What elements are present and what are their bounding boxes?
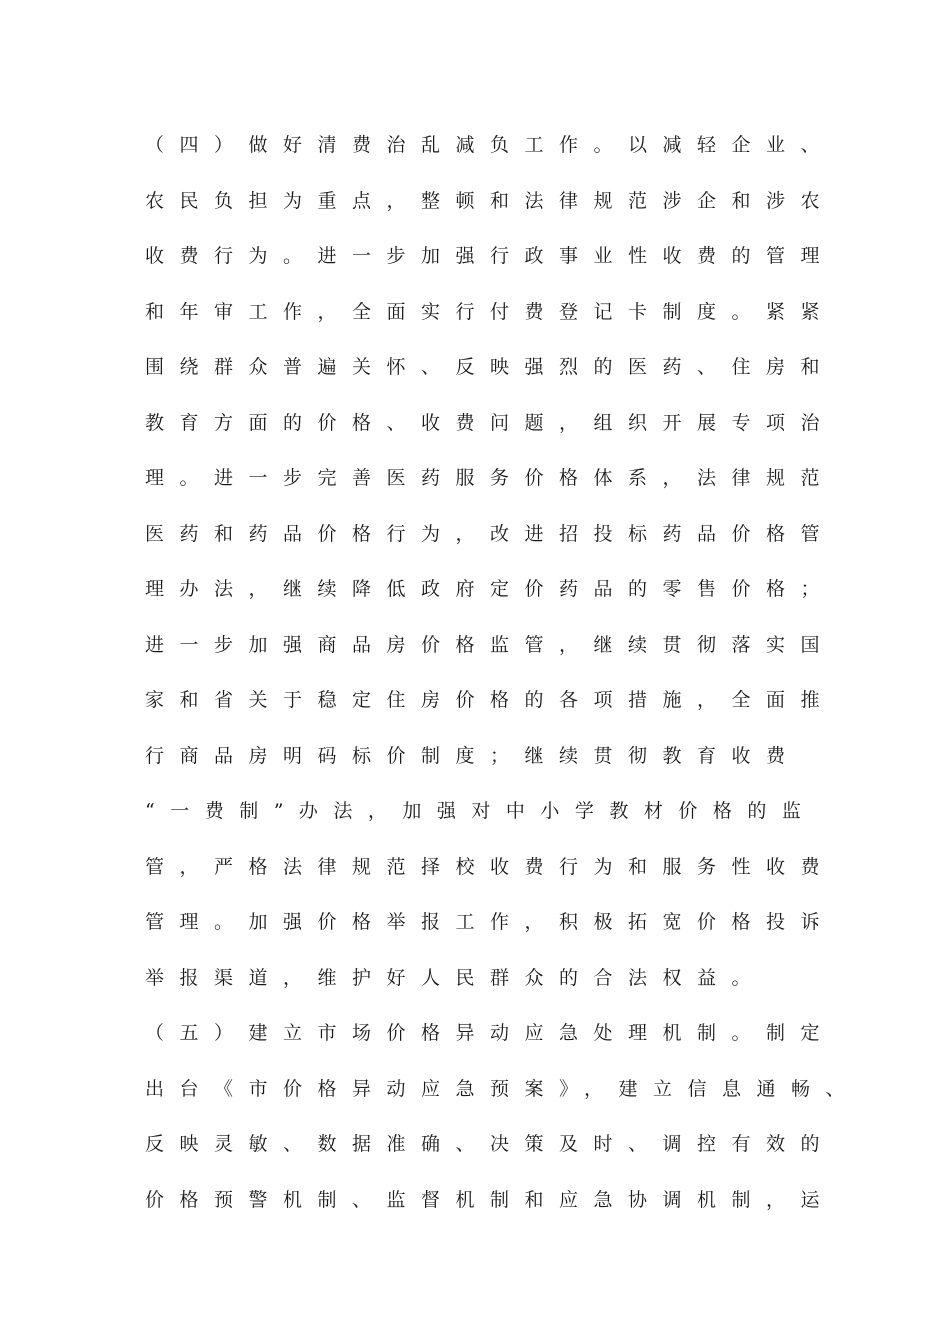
text-line: （五）建立市场价格异动应急处理机制。制定 <box>145 1022 836 1044</box>
text-line: 医药和药品价格行为，改进招投标药品价格管 <box>145 522 836 545</box>
text-line: 农民负担为重点，整顿和法律规范涉企和涉农 <box>145 189 836 212</box>
text-line: 举报渠道，维护好人民群众的合法权益。 <box>145 966 767 989</box>
text-line: 围绕群众普遍关怀、反映强烈的医药、住房和 <box>145 356 836 378</box>
text-line: 行商品房明码标价制度；继续贯彻教育收费 <box>145 744 801 767</box>
text-line: 管理。加强价格举报工作，积极拓宽价格投诉 <box>145 911 836 933</box>
text-line: 管，严格法律规范择校收费行为和服务性收费 <box>145 855 836 878</box>
document-body <box>145 128 861 1238</box>
text-line: “一费制”办法，加强对中小学教材价格的监 <box>145 800 817 822</box>
text-line: 理办法，继续降低政府定价药品的零售价格； <box>145 578 836 600</box>
text-line: 反映灵敏、数据准确、决策及时、调控有效的 <box>145 1133 836 1155</box>
text-line: 收费行为。进一步加强行政事业性收费的管理 <box>145 245 836 267</box>
text-line: 和年审工作，全面实行付费登记卡制度。紧紧 <box>145 300 836 323</box>
text-line: 教育方面的价格、收费问题，组织开展专项治 <box>145 411 836 434</box>
text-line: 出台《市价格异动应急预案》，建立信息通畅、 <box>145 1077 861 1100</box>
text-line: 家和省关于稳定住房价格的各项措施，全面推 <box>145 689 836 711</box>
text-line: 进一步加强商品房价格监管，继续贯彻落实国 <box>145 633 836 656</box>
text-line: 价格预警机制、监督机制和应急协调机制，运 <box>145 1188 836 1211</box>
text-line: 理。进一步完善医药服务价格体系，法律规范 <box>145 467 836 489</box>
text-line: （四）做好清费治乱减负工作。以减轻企业、 <box>145 134 836 156</box>
